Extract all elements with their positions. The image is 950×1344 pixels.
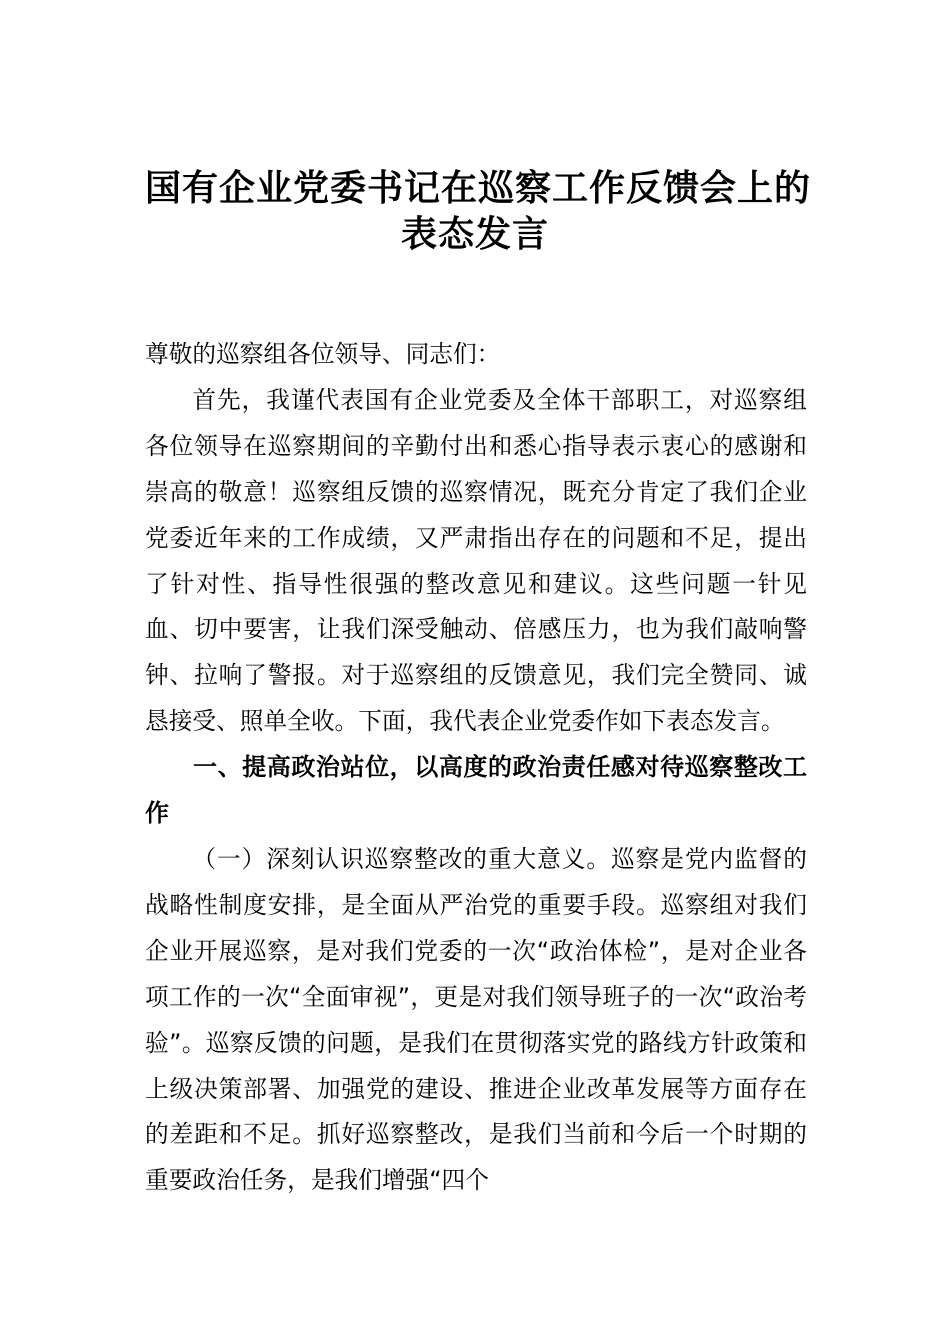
paragraph-section-1-1: （一）深刻认识巡察整改的重大意义。巡察是党内监督的战略性制度安排，是全面从严治党的重要手段。巡察组对我们企业开展巡察，是对我们党委的一次“政治体检”，是对企业各项工作的一次“全面审视”，更是对我们领导班子的一次“政治考验”。巡察反馈的问题，是我们在贯彻落实党的路线方针政策和上级决策部署、加强党的建设、推进企业改革发展等方面存在的差距和不足。抓好巡察整改，是我们当前和今后一个时期的重要政治任务，是我们增强“四个 bbox=[145, 844, 807, 1195]
document-body bbox=[145, 332, 807, 1204]
document-title-line-2: 表态发言 bbox=[400, 213, 549, 255]
section-heading-1: 一、提高政治站位，以高度的政治责任感对待巡察整改工作 bbox=[145, 753, 807, 828]
document-title-line-1: 国有企业党委书记在巡察工作反馈会上的 bbox=[145, 167, 812, 209]
paragraph-opening: 首先，我谨代表国有企业党委及全体干部职工，对巡察组各位领导在巡察期间的辛勤付出和悉心指导表示衷心的感谢和崇高的敬意！巡察组反馈的巡察情况，既充分肯定了我们企业党委近年来的工作成绩，又严肃指出存在的问题和不足，提出了针对性、指导性很强的整改意见和建议。这些问题一针见血、切中要害，让我们深受触动、倍感压力，也为我们敲响警钟、拉响了警报。对于巡察组的反馈意见，我们完全赞同、诚恳接受、照单全收。下面，我代表企业党委作如下表态发言。 bbox=[145, 385, 807, 736]
salutation: 尊敬的巡察组各位领导、同志们： bbox=[145, 340, 501, 368]
